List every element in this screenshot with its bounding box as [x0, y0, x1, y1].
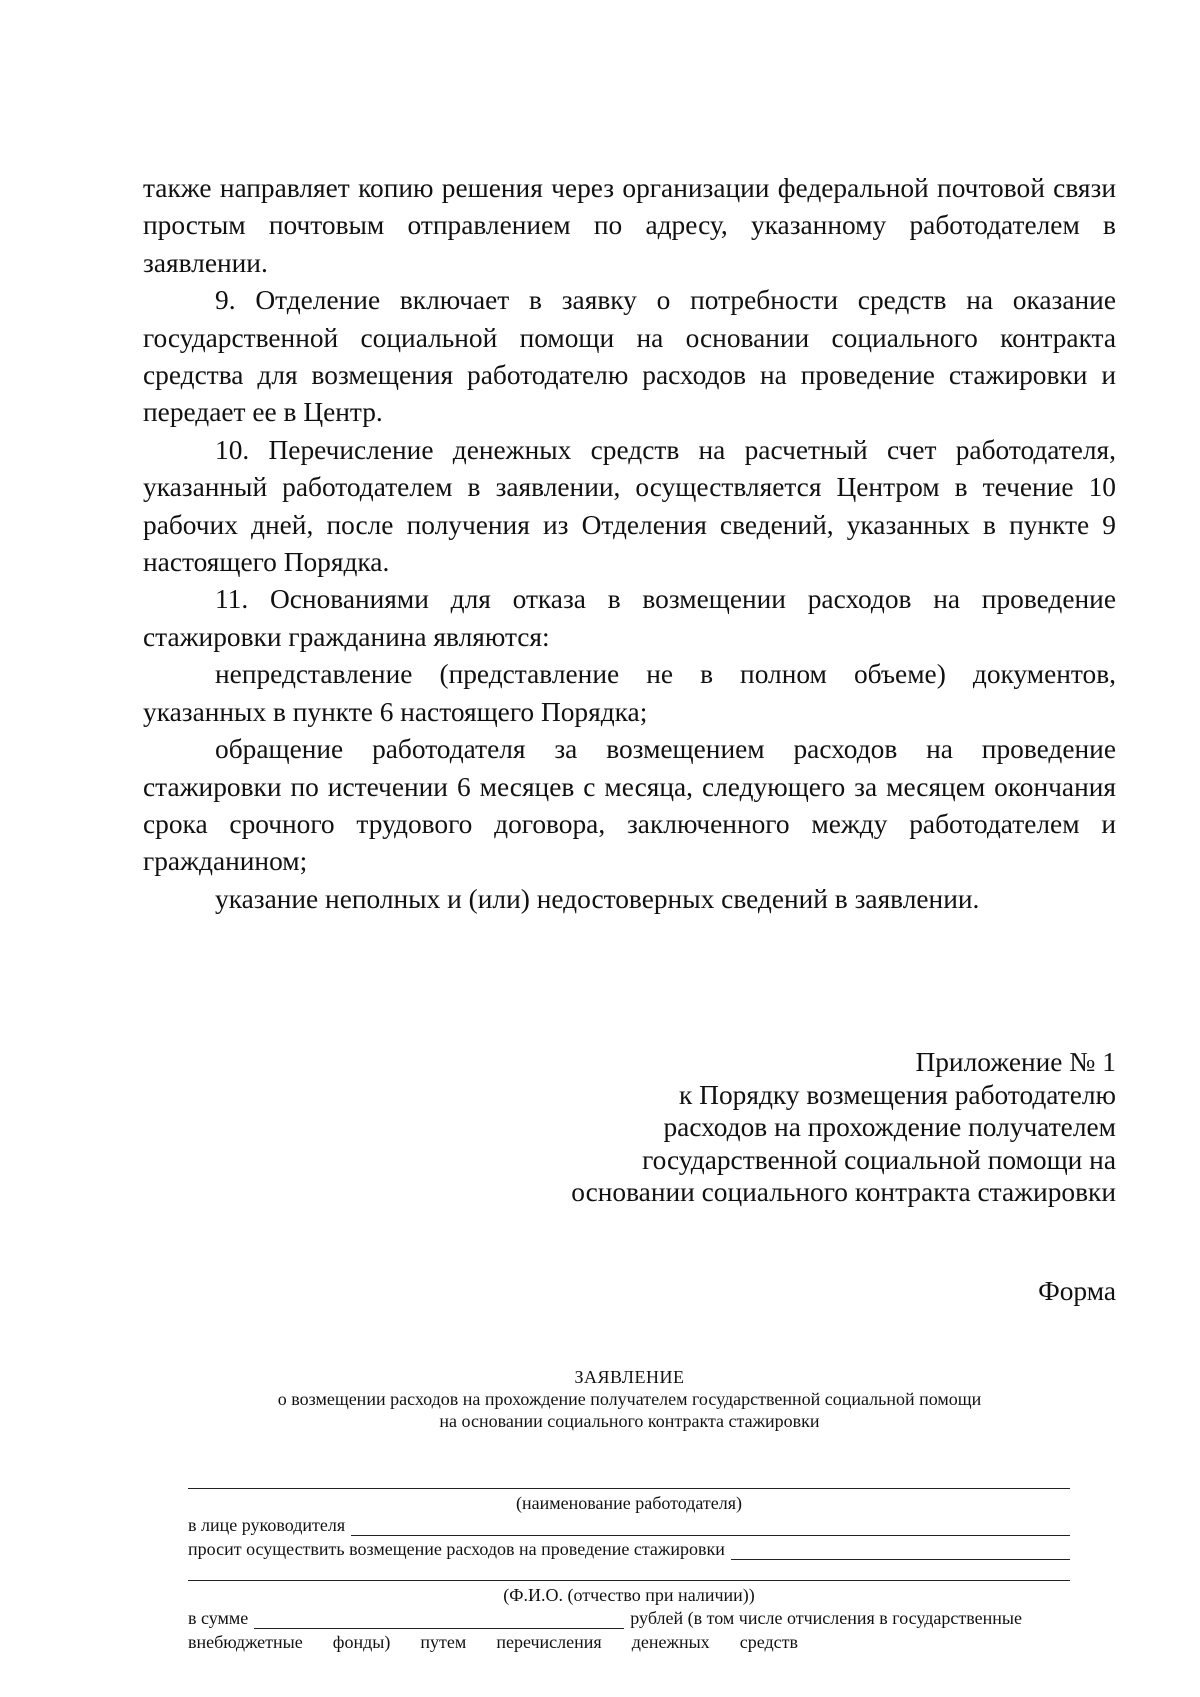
fio-caption: (Ф.И.О. (отчество при наличии)) [503, 1585, 755, 1605]
employer-caption: (наименование работодателя) [515, 1493, 743, 1513]
rubles-text: рублей (в том числе отчисления в государственные [630, 1608, 1023, 1628]
paragraph-continuation: также направляет копию решения через организации федеральной почтовой связи простым почтовым отправлением по адресу, указанному работодателем в заявлении. [143, 173, 1116, 278]
sum-row [188, 1608, 1070, 1629]
request-label: просит осуществить возмещение расходов на проведение стажировки [188, 1539, 725, 1559]
paragraph-item-10: 10. Перечисление денежных средств на расчетный счет работодателя, указанный работодателем в заявлении, осуществляется Центром в течение 10 рабочих дней, после получения из Отделения сведений, указанных в пункте 9 настоящего Порядка. [143, 434, 1116, 578]
payment-word: фонды) [332, 1632, 391, 1652]
appendix-header [416, 1046, 1116, 1209]
refusal-reason-2: обращение работодателя за возмещением расходов на проведение стажировки по истечении 6 месяцев с месяца, следующего за месяцем окончания срока срочного трудового договора, заключенного между работодателем и гражданином; [143, 734, 1116, 877]
paragraph-item-9: 9. Отделение включает в заявку о потребности средств на оказание государственной социальной помощи на основании социального контракта средства для возмещения работодателю расходов на проведение стажировки и передает ее в Центр. [143, 285, 1116, 428]
sum-label: в сумме [188, 1608, 249, 1628]
appendix-line: к Порядку возмещения работодателю [679, 1079, 1116, 1110]
head-row [188, 1515, 1070, 1536]
appendix-number: Приложение № 1 [915, 1047, 1116, 1077]
fio-field[interactable] [188, 1579, 1070, 1581]
paragraph-item-11: 11. Основаниями для отказа в возмещении расходов на проведение стажировки гражданина являются: [143, 584, 1116, 652]
fio-caption-row [188, 1585, 1070, 1606]
payment-word: перечисления [496, 1632, 602, 1652]
appendix-line: государственной социальной помощи на [642, 1144, 1116, 1175]
payment-word: денежных [631, 1632, 710, 1652]
appendix-line: основании социального контракта стажировки [571, 1177, 1116, 1208]
employer-name-line [188, 1487, 1070, 1489]
form-subtitle: о возмещении расходов на прохождение получателем государственной социальной помощи [277, 1389, 982, 1409]
payment-row [188, 1632, 798, 1653]
form-subtitle: на основании социального контракта стажировки [439, 1411, 820, 1431]
form-title: ЗАЯВЛЕНИЕ [574, 1367, 685, 1387]
sum-field[interactable] [254, 1611, 624, 1629]
forma-label: Форма [1038, 1276, 1116, 1306]
employer-caption-row [188, 1493, 1070, 1514]
document-body [143, 170, 1116, 918]
appendix-line: расходов на прохождение получателем [663, 1112, 1116, 1143]
payment-word: средств [739, 1632, 798, 1652]
head-label: в лице руководителя [188, 1515, 346, 1535]
employer-name-field[interactable] [188, 1487, 1070, 1489]
payment-word: внебюджетные [188, 1632, 303, 1652]
refusal-reason-1: непредставление (представление не в полном объеме) документов, указанных в пункте 6 настоящего Порядка; [143, 659, 1116, 727]
trainee-field[interactable] [731, 1542, 1070, 1560]
head-name-field[interactable] [351, 1518, 1070, 1536]
request-row [188, 1539, 1070, 1560]
refusal-reason-3: указание неполных и (или) недостоверных сведений в заявлении. [215, 883, 980, 914]
form-heading [143, 1366, 1116, 1432]
payment-word: путем [420, 1632, 467, 1652]
fio-line [188, 1579, 1070, 1581]
